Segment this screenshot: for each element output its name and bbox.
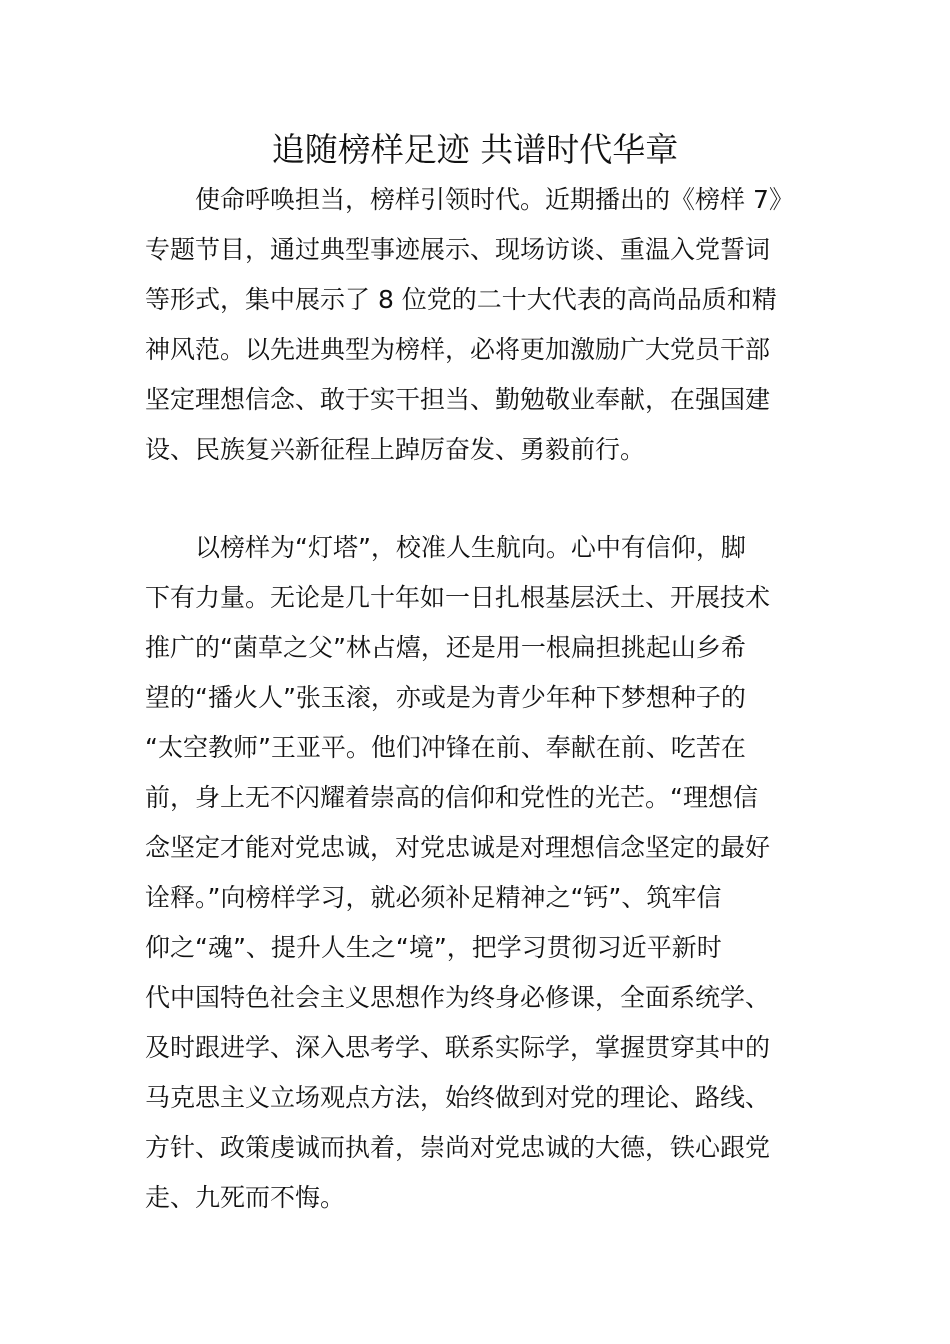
paragraph-line: 望的“播火人”张玉滚，亦或是为青少年种下梦想种子的 bbox=[145, 683, 746, 712]
paragraph-line: 方针、政策虔诚而执着，崇尚对党忠诚的大德，铁心跟党 bbox=[145, 1133, 771, 1162]
paragraph-line: 马克思主义立场观点方法，始终做到对党的理论、路线、 bbox=[145, 1083, 771, 1112]
paragraph-line: 设、民族复兴新征程上踔厉奋发、勇毅前行。 bbox=[145, 435, 646, 464]
paragraph-line: 坚定理想信念、敢于实干担当、勤勉敬业奉献，在强国建 bbox=[145, 385, 771, 414]
paragraph-line: 诠释。”向榜样学习，就必须补足精神之“钙”、筑牢信 bbox=[145, 883, 722, 912]
paragraph-line: 前，身上无不闪耀着崇高的信仰和党性的光芒。“理想信 bbox=[145, 783, 758, 812]
paragraph-line: 代中国特色社会主义思想作为终身必修课，全面系统学、 bbox=[145, 983, 771, 1012]
page-title: 追随榜样足迹 共谱时代华章 bbox=[271, 130, 679, 169]
paragraph-line: 神风范。以先进典型为榜样，必将更加激励广大党员干部 bbox=[145, 335, 771, 364]
paragraph-line: 下有力量。无论是几十年如一日扎根基层沃土、开展技术 bbox=[145, 583, 771, 612]
paragraph-2 bbox=[145, 523, 810, 1223]
paragraph-line: 使命呼唤担当，榜样引领时代。近期播出的《榜样 7》 bbox=[145, 185, 794, 214]
paragraph-line: 念坚定才能对党忠诚，对党忠诚是对理想信念坚定的最好 bbox=[145, 833, 771, 862]
paragraph-line: 走、九死而不悔。 bbox=[145, 1183, 346, 1212]
paragraph-line: 推广的“菌草之父”林占熺，还是用一根扁担挑起山乡希 bbox=[145, 633, 746, 662]
paragraph-line: 仰之“魂”、提升人生之“境”，把学习贯彻习近平新时 bbox=[145, 933, 722, 962]
paragraph-1 bbox=[145, 175, 810, 475]
paragraph-line: 及时跟进学、深入思考学、联系实际学，掌握贯穿其中的 bbox=[145, 1033, 771, 1062]
paragraph-line: 专题节目，通过典型事迹展示、现场访谈、重温入党誓词 bbox=[145, 235, 771, 264]
paragraph-line: 等形式，集中展示了 8 位党的二十大代表的高尚品质和精 bbox=[145, 285, 777, 314]
paragraph-line: 以榜样为“灯塔”，校准人生航向。心中有信仰，脚 bbox=[145, 533, 746, 562]
paragraph-line: “太空教师”王亚平。他们冲锋在前、奉献在前、吃苦在 bbox=[145, 733, 746, 762]
